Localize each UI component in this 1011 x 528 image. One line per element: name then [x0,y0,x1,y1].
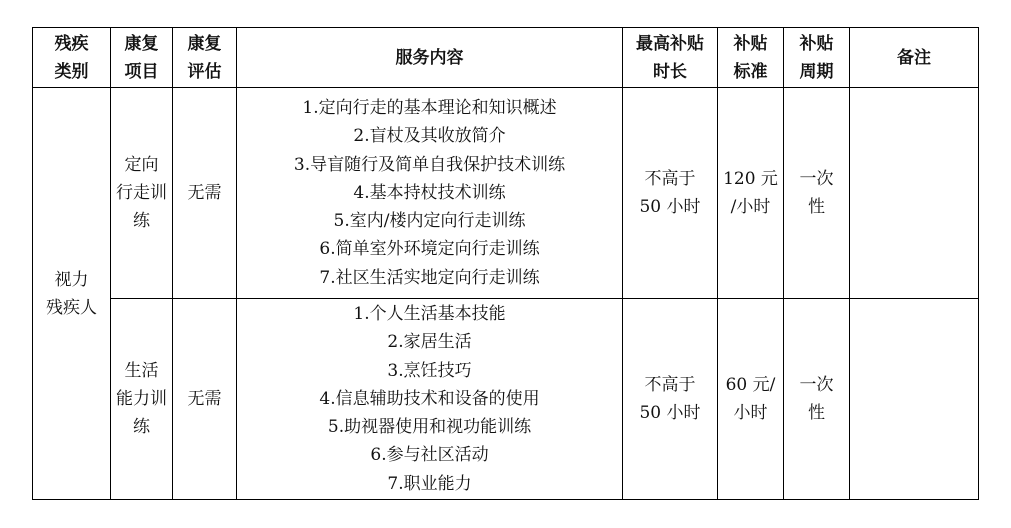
list-item: 2.家居生活 [387,332,472,353]
header-rehab-project: 康复 项目 [111,28,173,88]
header-max-duration: 最高补贴 时长 [623,28,718,88]
content-list [237,300,622,497]
project-cell: 定向 行走训 练 [111,88,173,299]
list-item: 6.参与社区活动 [370,445,489,466]
duration-cell: 不高于 50 小时 [623,299,718,500]
list-item: 3.导盲随行及简单自我保护技术训练 [293,154,566,175]
standard-cell: 120 元 /小时 [718,88,784,299]
list-item: 5.助视器使用和视功能训练 [327,417,532,438]
period-cell: 一次 性 [784,299,850,500]
header-subsidy-standard: 补贴 标准 [718,28,784,88]
list-item: 2.盲杖及其收放简介 [353,126,506,147]
list-item: 7.社区生活实地定向行走训练 [319,267,540,288]
header-remarks: 备注 [850,28,979,88]
list-item: 7.职业能力 [387,473,472,494]
header-rehab-assessment: 康复 评估 [173,28,237,88]
subsidy-table [32,27,979,500]
content-list [237,94,622,291]
project-cell: 生活 能力训 练 [111,299,173,500]
content-cell [237,299,623,500]
duration-cell: 不高于 50 小时 [623,88,718,299]
header-service-content: 服务内容 [237,28,623,88]
header-subsidy-period: 补贴 周期 [784,28,850,88]
note-cell [850,299,979,500]
list-item: 6.简单室外环境定向行走训练 [319,239,540,260]
list-item: 1.定向行走的基本理论和知识概述 [302,98,557,119]
note-cell [850,88,979,299]
category-cell: 视力 残疾人 [33,88,111,500]
table-row [33,299,979,500]
content-cell [237,88,623,299]
header-row [33,28,979,88]
list-item: 4.信息辅助技术和设备的使用 [319,388,540,409]
standard-cell: 60 元/ 小时 [718,299,784,500]
list-item: 4.基本持杖技术训练 [353,182,506,203]
list-item: 1.个人生活基本技能 [353,304,506,325]
list-item: 5.室内/楼内定向行走训练 [333,211,526,232]
period-cell: 一次 性 [784,88,850,299]
list-item: 3.烹饪技巧 [387,360,472,381]
table-row [33,88,979,299]
assessment-cell: 无需 [173,88,237,299]
header-disability-category: 残疾 类别 [33,28,111,88]
assessment-cell: 无需 [173,299,237,500]
